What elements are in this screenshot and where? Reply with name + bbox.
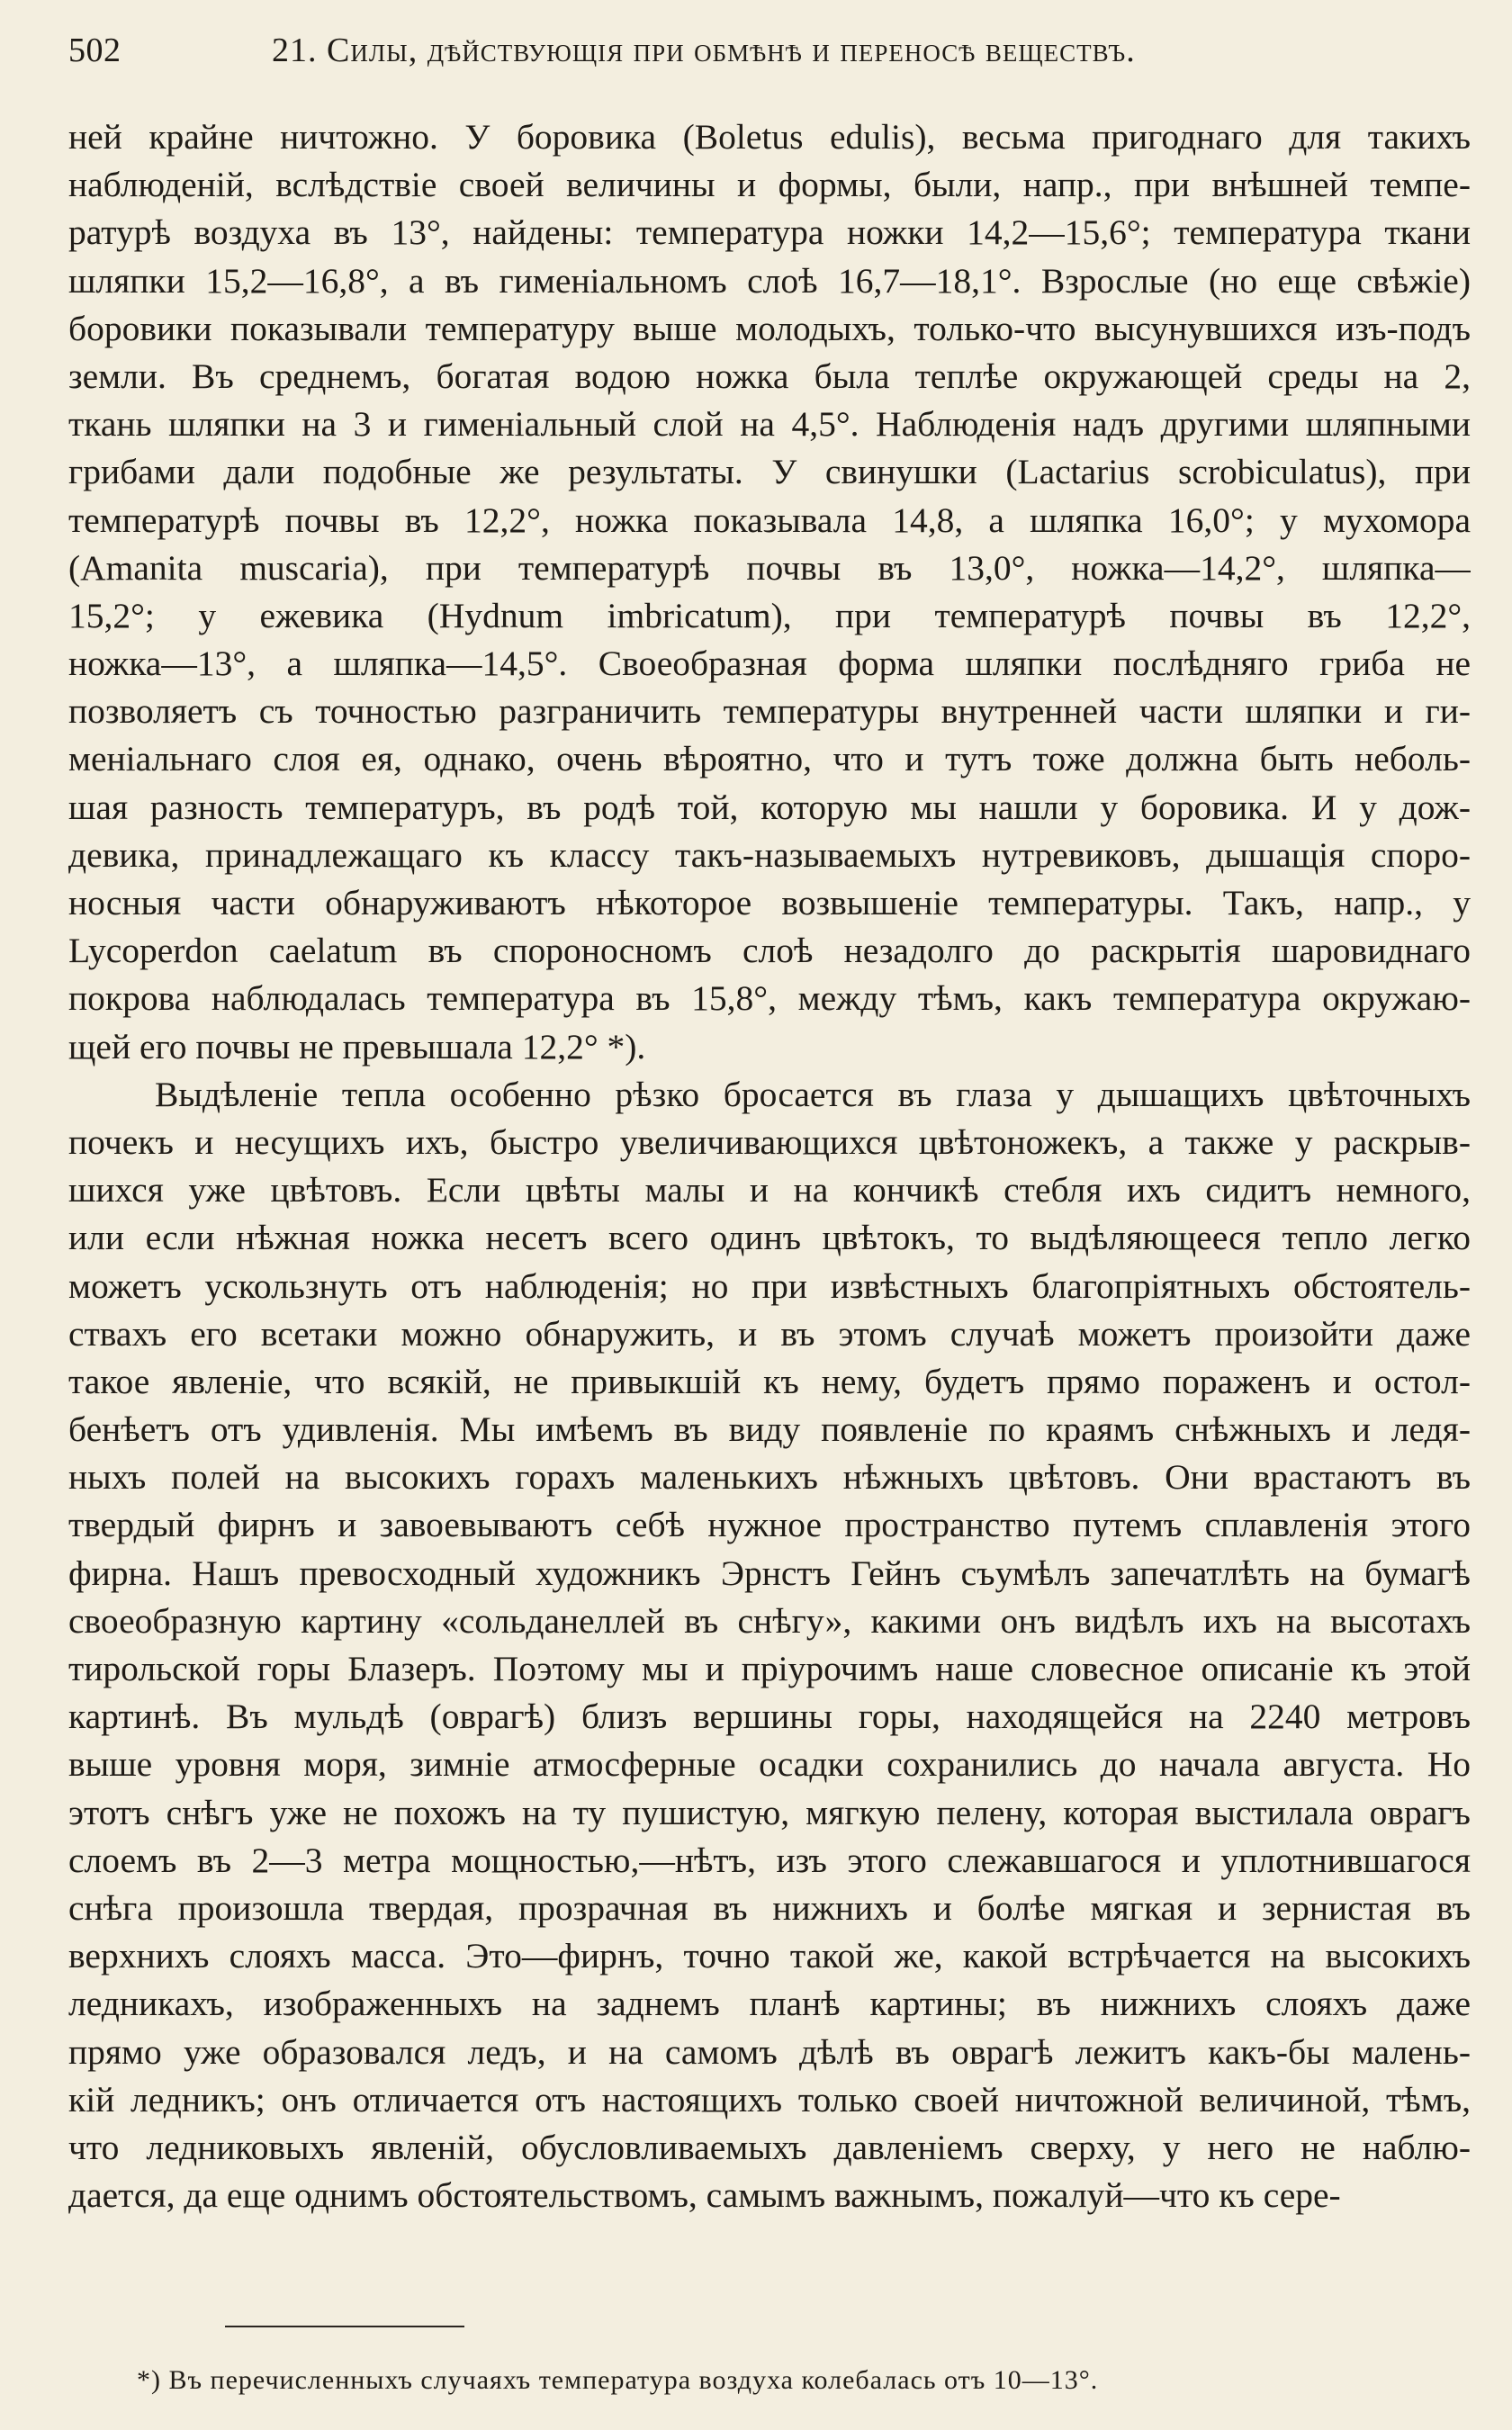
text-line: ратурѣ воздуха въ 13°, найдены: температура ножки 14,2—15,6°; температура ткани — [68, 212, 1471, 253]
body-text — [68, 113, 1471, 2219]
running-head — [68, 31, 1472, 85]
text-line: этотъ снѣгъ уже не похожъ на ту пушистую, мягкую пелену, которая выстилала оврагъ — [68, 1792, 1471, 1832]
text-line: покрова наблюдалась температура въ 15,8°, между тѣмъ, какъ температура окружаю- — [68, 978, 1471, 1019]
text-line: твердый фирнъ и завоевываютъ себѣ нужное пространство путемъ сплавленія этого — [68, 1505, 1471, 1545]
text-line: фирна. Нашъ превосходный художникъ Эрнстъ Гейнъ съумѣлъ запечатлѣть на бумагѣ — [68, 1552, 1471, 1593]
text-line: шляпки 15,2—16,8°, а въ гименіальномъ слоѣ 16,7—18,1°. Взрослые (но еще свѣжіе) — [68, 260, 1471, 301]
text-line: картинѣ. Въ мульдѣ (оврагѣ) близъ вершины горы, находящейся на 2240 метровъ — [68, 1696, 1471, 1737]
text-line: прямо уже образовался ледъ, и на самомъ дѣлѣ въ оврагѣ лежитъ какъ-бы малень- — [68, 2031, 1471, 2072]
text-line: ткань шляпки на 3 и гименіальный слой на 4,5°. Наблюденія надъ другими шляпными — [68, 404, 1471, 445]
text-line: или если нѣжная ножка несетъ всего одинъ цвѣтокъ, то выдѣляющееся тепло легко — [68, 1218, 1471, 1258]
text-line: можетъ ускользнуть отъ наблюденія; но при извѣстныхъ благопріятныхъ обстоятель- — [68, 1265, 1471, 1306]
text-line: боровики показывали температуру выше молодыхъ, только-что высунувшихся изъ-подъ — [68, 308, 1471, 348]
text-line: 15,2°; у ежевика (Hydnum imbricatum), при температурѣ почвы въ 12,2°, — [68, 595, 1471, 635]
text-line: земли. Въ среднемъ, богатая водою ножка была теплѣе окружающей среды на 2, — [68, 356, 1471, 396]
text-line: Lycoperdon caelatum въ спороносномъ слоѣ незадолго до раскрытія шаровиднаго — [68, 931, 1471, 971]
text-line: такое явленіе, что всякій, не привыкшій къ нему, будетъ прямо пораженъ и остол- — [68, 1361, 1471, 1401]
text-line: ледникахъ, изображенныхъ на заднемъ планѣ картины; въ нижнихъ слояхъ даже — [68, 1984, 1471, 2024]
paragraph — [68, 113, 1471, 1071]
text-line: (Amanita muscaria), при температурѣ почвы въ 13,0°, ножка—14,2°, шляпка— — [68, 547, 1471, 588]
text-line: кій ледникъ; онъ отличается отъ настоящихъ только своей ничтожной величиной, тѣмъ, — [68, 2079, 1471, 2120]
text-line: девика, принадлежащаго къ классу такъ-называемыхъ нутревиковъ, дышащія споро- — [68, 834, 1471, 875]
text-line: ножка—13°, а шляпка—14,5°. Своеобразная форма шляпки послѣдняго гриба не — [68, 644, 1471, 684]
text-line: меніальнаго слоя ея, однако, очень вѣроятно, что и тутъ тоже должна быть неболь- — [68, 739, 1471, 779]
text-line: почекъ и несущихъ ихъ, быстро увеличивающихся цвѣтоножекъ, а также у раскрыв- — [68, 1121, 1471, 1162]
paragraph — [68, 1071, 1471, 2220]
text-line: выше уровня моря, зимніе атмосферные осадки сохранились до начала августа. Но — [68, 1744, 1471, 1785]
text-line: шихся уже цвѣтовъ. Если цвѣты малы и на кончикѣ стебля ихъ сидитъ немного, — [68, 1170, 1471, 1210]
text-line: что ледниковыхъ явленій, обусловливаемыхъ давленіемъ сверху, у него не наблю- — [68, 2127, 1471, 2167]
text-line: слоемъ въ 2—3 метра мощностью,—нѣтъ, изъ этого слежавшагося и уплотнившагося — [68, 1840, 1471, 1880]
text-line: ствахъ его всетаки можно обнаружить, и въ этомъ случаѣ можетъ произойти даже — [68, 1313, 1471, 1354]
text-line: позволяетъ съ точностью разграничить температуры внутренней части шляпки и ги- — [68, 691, 1471, 732]
text-line: шая разность температуръ, въ родѣ той, которую мы нашли у боровика. И у дож- — [68, 787, 1471, 827]
text-line: грибами дали подобные же результаты. У свинушки (Lactarius scrobiculatus), при — [68, 452, 1471, 492]
page-number: 502 — [68, 32, 122, 69]
footnote: *) Въ перечисленныхъ случаяхъ температура воздуха колебалась отъ 10—13°. — [137, 2365, 1099, 2395]
text-line: своеобразную картину «сольданеллей въ снѣгу», какими онъ видѣлъ ихъ на высотахъ — [68, 1600, 1471, 1641]
text-line: Выдѣленіе тепла особенно рѣзко бросается въ глаза у дышащихъ цвѣточныхъ — [155, 1074, 1471, 1114]
text-line: ней крайне ничтожно. У боровика (Boletus edulis), весьма пригоднаго для такихъ — [68, 117, 1471, 157]
text-line: ныхъ полей на высокихъ горахъ маленькихъ нѣжныхъ цвѣтовъ. Они врастаютъ въ — [68, 1457, 1471, 1498]
text-line: наблюденій, вслѣдствіе своей величины и формы, были, напр., при внѣшней темпе- — [68, 165, 1471, 205]
chapter-title: 21. Силы, дѣйствующія при обмѣнѣ и переносѣ веществъ. — [272, 32, 1136, 69]
text-line: тирольской горы Блазеръ. Поэтому мы и пріурочимъ наше словесное описаніе къ этой — [68, 1649, 1471, 1688]
text-line: снѣга произошла твердая, прозрачная въ нижнихъ и болѣе мягкая и зернистая въ — [68, 1887, 1471, 1928]
footnote-divider — [225, 2326, 464, 2327]
text-line: температурѣ почвы въ 12,2°, ножка показывала 14,8, а шляпка 16,0°; у мухомора — [68, 500, 1471, 540]
text-line: дается, да еще однимъ обстоятельствомъ, самымъ важнымъ, пожалуй—что къ сере- — [68, 2175, 1341, 2216]
text-line: щей его почвы не превышала 12,2° *). — [68, 1026, 646, 1066]
text-line: бенѣетъ отъ удивленія. Мы имѣемъ въ виду появленіе по краямъ снѣжныхъ и ледя- — [68, 1409, 1471, 1450]
text-line: верхнихъ слояхъ масса. Это—фирнъ, точно такой же, какой встрѣчается на высокихъ — [68, 1936, 1471, 1976]
text-line: носныя части обнаруживаютъ нѣкоторое возвышеніе температуры. Такъ, напр., у — [68, 883, 1471, 922]
